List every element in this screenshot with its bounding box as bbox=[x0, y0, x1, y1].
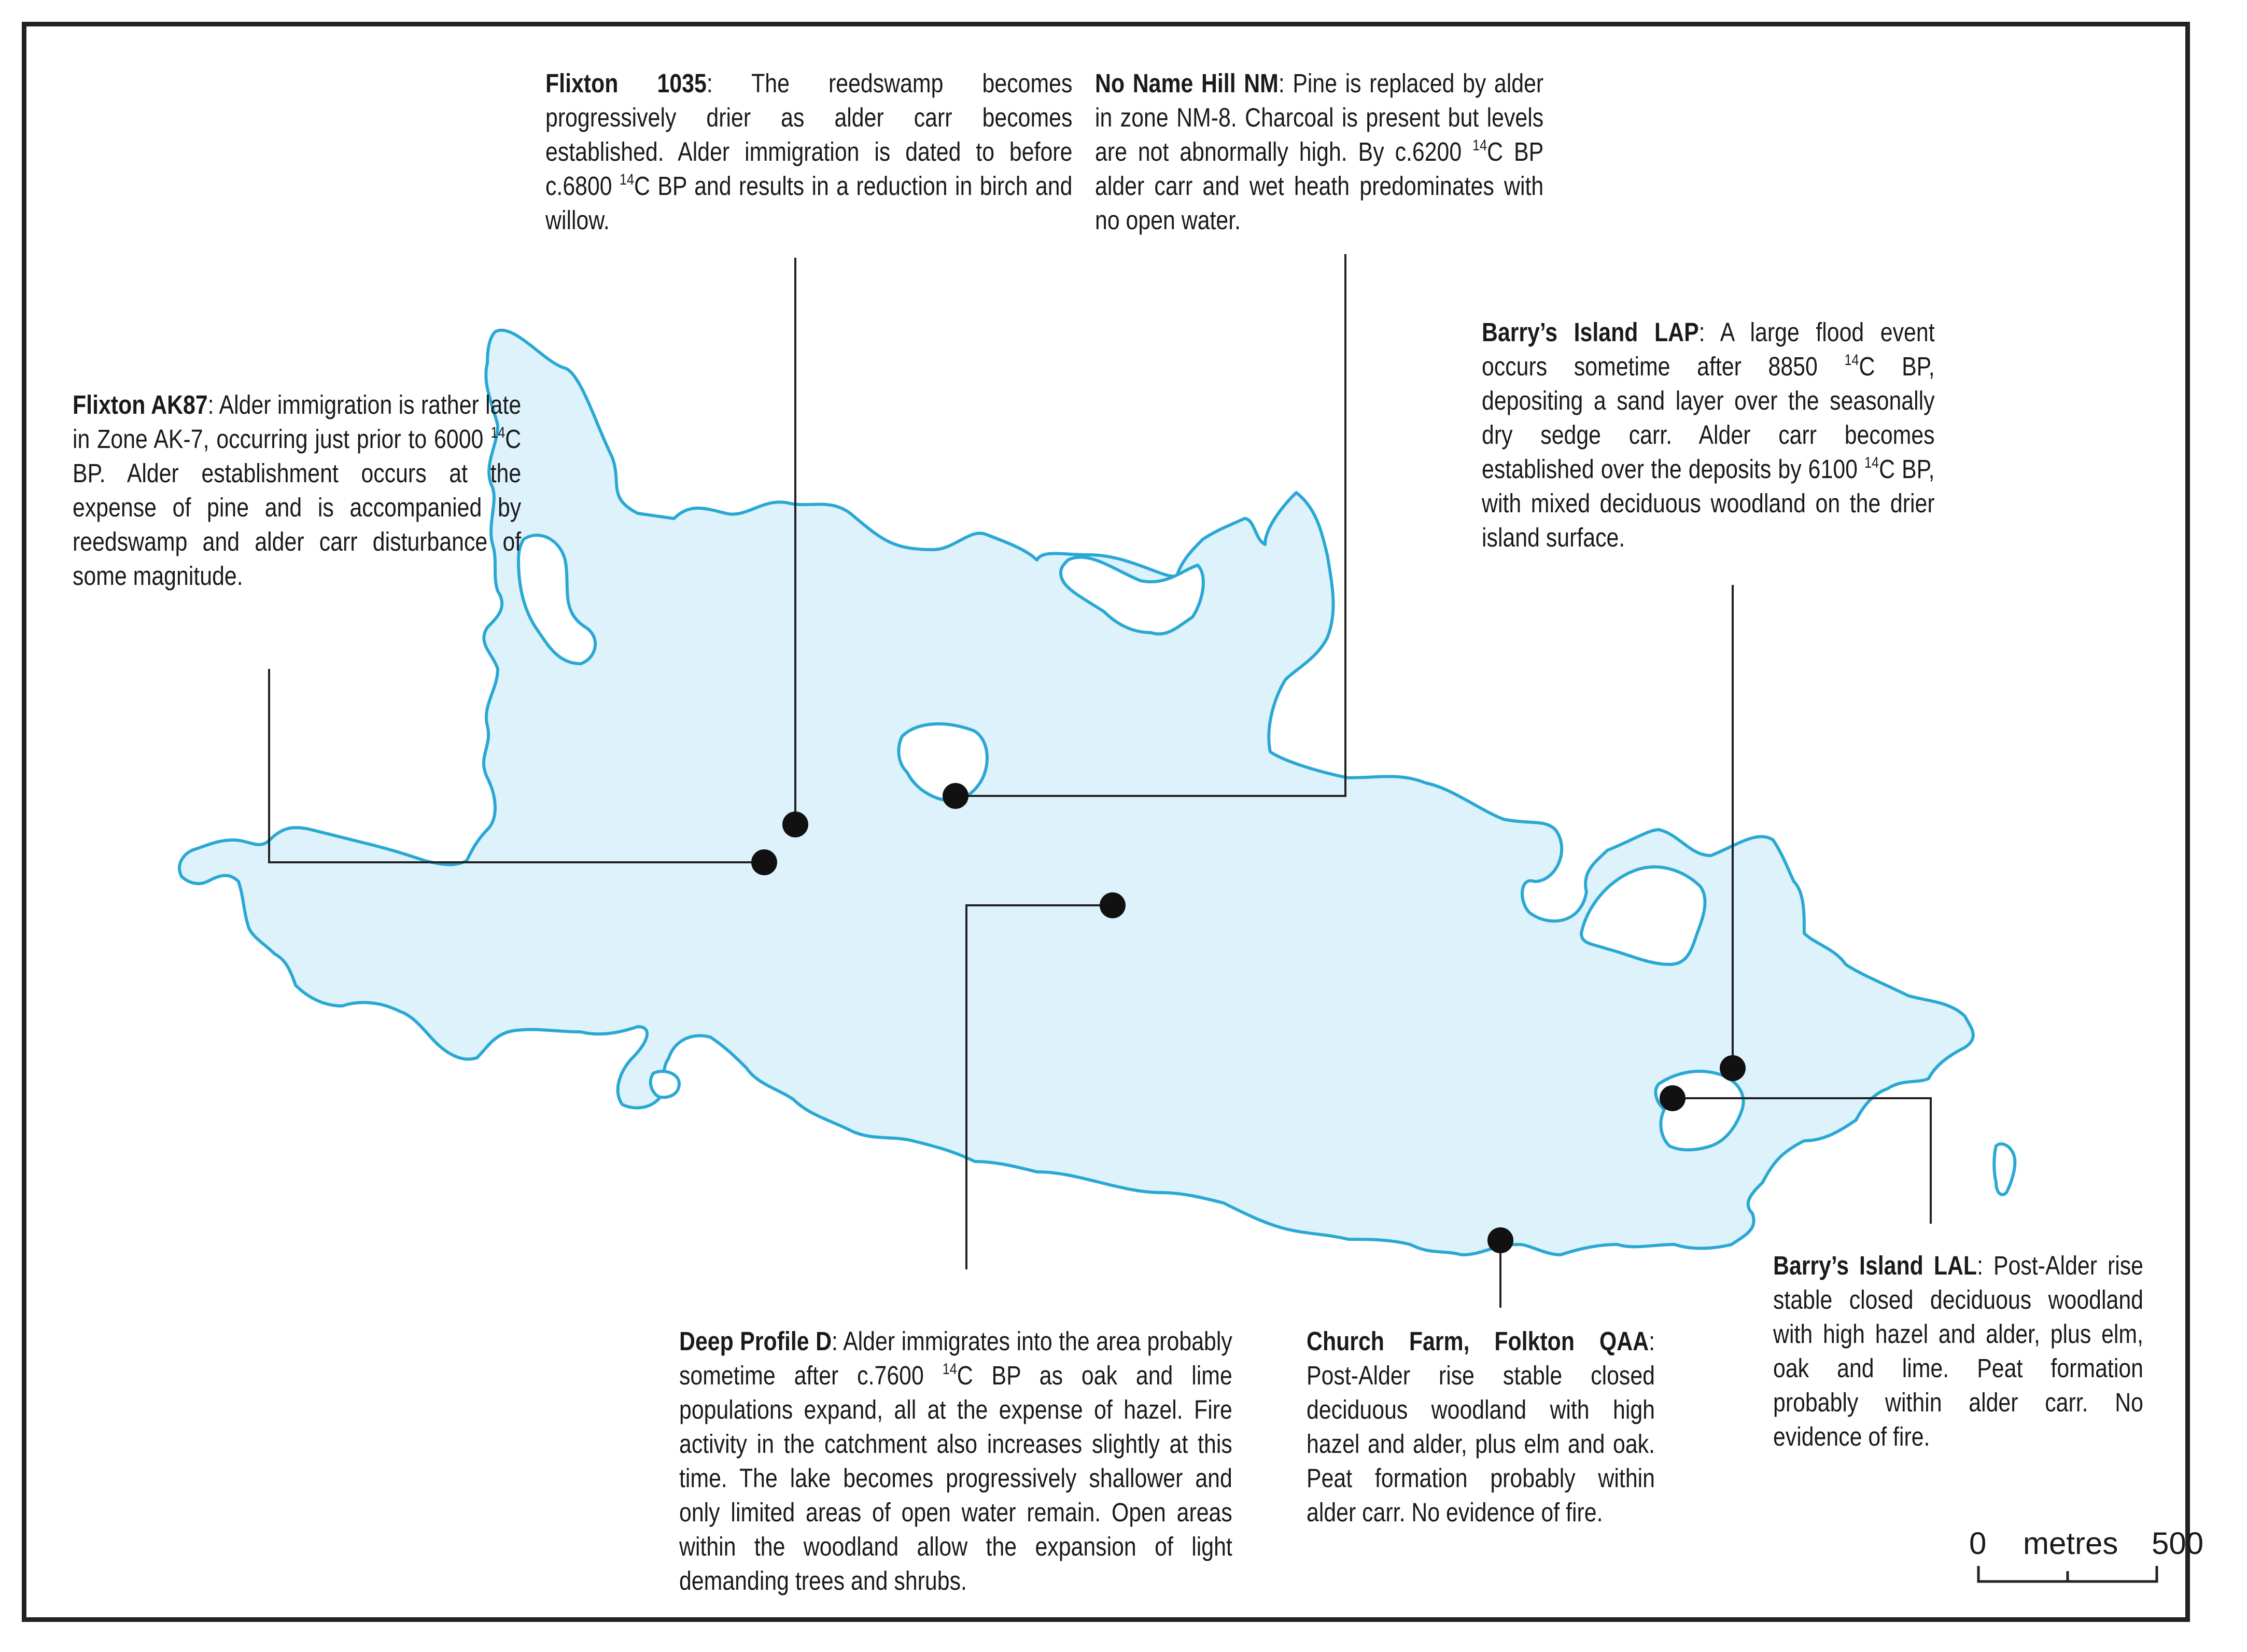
scale-end-label: 500 bbox=[2152, 1526, 2204, 1561]
scale-bar-labels bbox=[1965, 1525, 2203, 1562]
annotation-text: : Alder immigrates into the area probably sometime after c.7600 bbox=[679, 1326, 1232, 1390]
site-name-deep-profile-d: Deep Profile D bbox=[679, 1326, 832, 1356]
far-east-islet bbox=[1994, 1144, 2015, 1195]
site-marker-barrys-island-lap[interactable] bbox=[1720, 1055, 1746, 1081]
annotation-no-name-hill bbox=[1095, 66, 1543, 237]
annotation-text: C BP, depositing a sand layer over the seasonally dry sedge carr. Alder carr becomes established over the deposits by 6100 bbox=[1482, 352, 1935, 484]
radiocarbon-superscript: 14 bbox=[619, 171, 635, 188]
scale-bar bbox=[1978, 1566, 2157, 1581]
radiocarbon-superscript: 14 bbox=[1864, 454, 1879, 471]
annotation-text: : Alder immigration is rather late in Zone AK-7, occurring just prior to 6000 bbox=[73, 390, 522, 454]
site-marker-barrys-island-lal[interactable] bbox=[1660, 1085, 1686, 1111]
site-name-no-name-hill: No Name Hill NM bbox=[1095, 68, 1279, 98]
south-west-islet bbox=[651, 1071, 679, 1097]
annotation-text: C BP. Alder establishment occurs at the expense of pine and is accompanied by reedswamp and alder carr disturbance of some magnitude. bbox=[73, 424, 522, 591]
annotation-barrys-island-lap bbox=[1482, 315, 1935, 555]
radiocarbon-superscript: 14 bbox=[490, 424, 505, 441]
annotation-text: C BP and results in a reduction in birch and willow. bbox=[545, 171, 1073, 235]
site-marker-no-name-hill[interactable] bbox=[943, 783, 968, 809]
site-name-barrys-island-lal: Barry’s Island LAL bbox=[1773, 1251, 1977, 1280]
annotation-text: : Post-Alder rise stable closed deciduous woodland with high hazel and alder, plus elm, oak and lime. Peat formation probably within alder carr. No evidence of fire. bbox=[1773, 1251, 2143, 1451]
site-name-church-farm: Church Farm, Folkton QAA bbox=[1307, 1326, 1649, 1356]
annotation-flixton-ak87 bbox=[73, 388, 521, 593]
annotation-text: : Pine is replaced by alder in zone NM-8. Charcoal is present but levels are not abnormally high. By c.6200 bbox=[1095, 68, 1544, 166]
annotation-text: C BP as oak and lime populations expand, all at the expense of hazel. Fire activity in the catchment also increases slightly at this time. The lake becomes progressively shallower and only limited areas of open water remain. Open areas within the woodland allow the expansion of light demanding trees and shrubs. bbox=[679, 1361, 1232, 1595]
annotation-church-farm bbox=[1307, 1324, 1655, 1530]
radiocarbon-superscript: 14 bbox=[1844, 352, 1859, 369]
site-marker-church-farm[interactable] bbox=[1487, 1227, 1513, 1253]
site-name-flixton-ak87: Flixton AK87 bbox=[73, 390, 208, 419]
scale-start-label: 0 bbox=[1969, 1526, 1987, 1561]
site-name-flixton-1035: Flixton 1035 bbox=[545, 68, 707, 98]
site-name-barrys-island-lap: Barry’s Island LAP bbox=[1482, 317, 1699, 347]
annotation-text: : Post-Alder rise stable closed deciduous woodland with high hazel and alder, plus elm and oak. Peat formation probably within alder carr. No evidence of fire. bbox=[1307, 1326, 1655, 1527]
site-marker-deep-profile-d[interactable] bbox=[1100, 892, 1126, 918]
annotation-flixton-1035 bbox=[545, 66, 1072, 237]
annotation-text: C BP alder carr and wet heath predominates with no open water. bbox=[1095, 137, 1544, 235]
annotation-text: : The reedswamp becomes progressively drier as alder carr becomes established. Alder immigration is dated to before c.6800 bbox=[545, 68, 1073, 201]
site-marker-flixton-1035[interactable] bbox=[782, 811, 808, 837]
site-marker-flixton-ak87[interactable] bbox=[751, 849, 777, 875]
annotation-text: C BP, with mixed deciduous woodland on the drier island surface. bbox=[1482, 454, 1935, 552]
radiocarbon-superscript: 14 bbox=[1472, 137, 1487, 154]
annotation-deep-profile-d bbox=[679, 1324, 1232, 1598]
annotation-text: : A large flood event occurs sometime after 8850 bbox=[1482, 317, 1935, 381]
annotation-barrys-island-lal bbox=[1773, 1249, 2143, 1454]
radiocarbon-superscript: 14 bbox=[942, 1361, 957, 1378]
scale-unit-label: metres bbox=[2023, 1526, 2118, 1561]
